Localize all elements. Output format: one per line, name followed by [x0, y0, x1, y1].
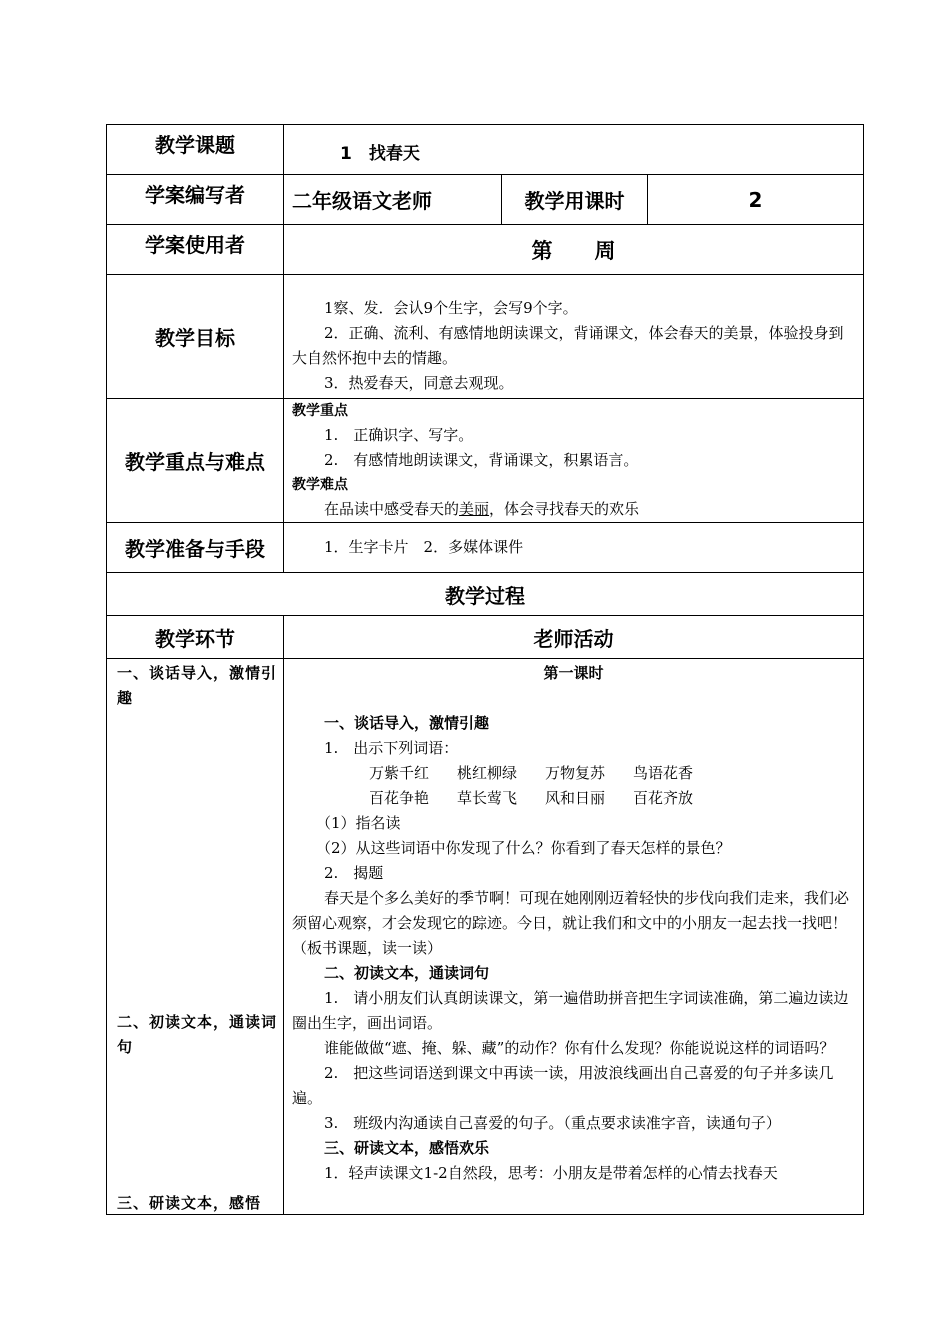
difficult-point-text: 在品读中感受春天的美丽，体会寻找春天的欢乐	[324, 500, 640, 518]
key-point-item: 1. 正确识字、写字。	[324, 426, 474, 444]
key-point-item: 2. 有感情地朗读课文，背诵课文，积累语言。	[324, 451, 639, 469]
week-field: 第 周	[284, 225, 864, 275]
goal-item: 3．热爱春天，同意去观现。	[324, 374, 514, 392]
prep-label: 教学准备与手段	[107, 523, 284, 573]
stage-1: 一、谈话导入，激情引趣	[117, 664, 278, 707]
stage-3: 三、研读文本，感悟	[117, 1194, 262, 1212]
col-stage-header: 教学环节	[107, 616, 284, 659]
word-list-row-2	[292, 786, 855, 811]
section-2-title: 二、初读文本，通读词句	[324, 964, 490, 982]
author-value: 二年级语文老师	[284, 175, 502, 225]
focus-label: 教学重点与难点	[107, 399, 284, 523]
section-1-question-1: （1）指名读	[316, 814, 401, 832]
word-item: 草长莺飞	[457, 789, 518, 807]
stage-2: 二、初读文本，通读词句	[117, 1013, 278, 1056]
col-teacher-header: 老师活动	[284, 616, 864, 659]
row-process-title	[107, 573, 864, 616]
row-process-body	[107, 659, 864, 1215]
teacher-activity-column	[284, 659, 864, 1215]
row-prep	[107, 523, 864, 573]
word-list-row-1	[292, 761, 855, 786]
word-item: 风和日丽	[545, 789, 606, 807]
section-1-step-1: 1. 出示下列词语：	[324, 739, 459, 757]
lesson-label: 教学课题	[107, 125, 284, 175]
section-2-paragraph: 2. 把这些词语送到课文中再读一读，用波浪线画出自己喜爱的句子并多读几遍。	[292, 1064, 834, 1107]
section-3-paragraph: 1．轻声读课文1-2自然段，思考：小朋友是带着怎样的心情去找春天	[324, 1164, 778, 1182]
goal-item: 2．正确、流利、有感情地朗读课文，背诵课文，体会春天的美景，体验投身到大自然怀抱中去的情趣。	[292, 324, 844, 367]
section-2-paragraph: 3. 班级内沟通读自己喜爱的句子。（重点要求读准字音，读通句子）	[324, 1114, 781, 1132]
word-item: 万物复苏	[545, 764, 606, 782]
section-1-question-2: （2）从这些词语中你发现了什么？你看到了春天怎样的景色？	[316, 839, 731, 857]
word-item: 百花齐放	[633, 789, 694, 807]
section-1-step-2: 2. 揭题	[324, 864, 384, 882]
section-1-paragraph: 春天是个多么美好的季节啊！可现在她刚刚迈着轻快的步伐向我们走来，我们必须留心观察，才会发现它的踪迹。今日，就让我们和文中的小朋友一起去找一找吧！（板书课题，读一读）	[292, 889, 850, 957]
lesson-title: 1 找春天	[340, 144, 420, 164]
row-process-header	[107, 616, 864, 659]
hours-value: 2	[648, 175, 864, 225]
lesson-plan-table	[106, 124, 864, 1215]
word-item: 鸟语花香	[633, 764, 694, 782]
stage-column	[107, 659, 284, 1215]
word-item: 万紫千红	[369, 764, 430, 782]
author-label: 学案编写者	[107, 175, 284, 225]
lesson-heading: 第一课时	[543, 664, 604, 682]
section-3-title: 三、研读文本，感悟欢乐	[324, 1139, 490, 1157]
hours-label: 教学用课时	[502, 175, 648, 225]
word-item: 桃红柳绿	[457, 764, 518, 782]
row-goals	[107, 275, 864, 399]
goals-label: 教学目标	[107, 275, 284, 399]
row-focus	[107, 399, 864, 523]
prep-value: 1．生字卡片 2．多媒体课件	[324, 538, 524, 556]
section-1-title: 一、谈话导入，激情引趣	[324, 714, 490, 732]
word-item: 百花争艳	[369, 789, 430, 807]
row-user	[107, 225, 864, 275]
row-lesson-title	[107, 125, 864, 175]
key-points-title: 教学重点	[292, 403, 348, 419]
difficult-points-title: 教学难点	[292, 477, 348, 493]
process-title: 教学过程	[107, 573, 864, 616]
goal-item: 1察、发．会认9个生字，会写9个字。	[324, 299, 578, 317]
section-2-paragraph: 谁能做做“遮、掩、躲、藏”的动作？你有什么发现？你能说说这样的词语吗？	[324, 1039, 835, 1057]
underlined-word: 美丽	[459, 500, 490, 518]
row-author	[107, 175, 864, 225]
section-2-paragraph: 1. 请小朋友们认真朗读课文，第一遍借助拼音把生字词读准确，第二遍边读边圈出生字，画出词语。	[292, 989, 849, 1032]
user-label: 学案使用者	[107, 225, 284, 275]
